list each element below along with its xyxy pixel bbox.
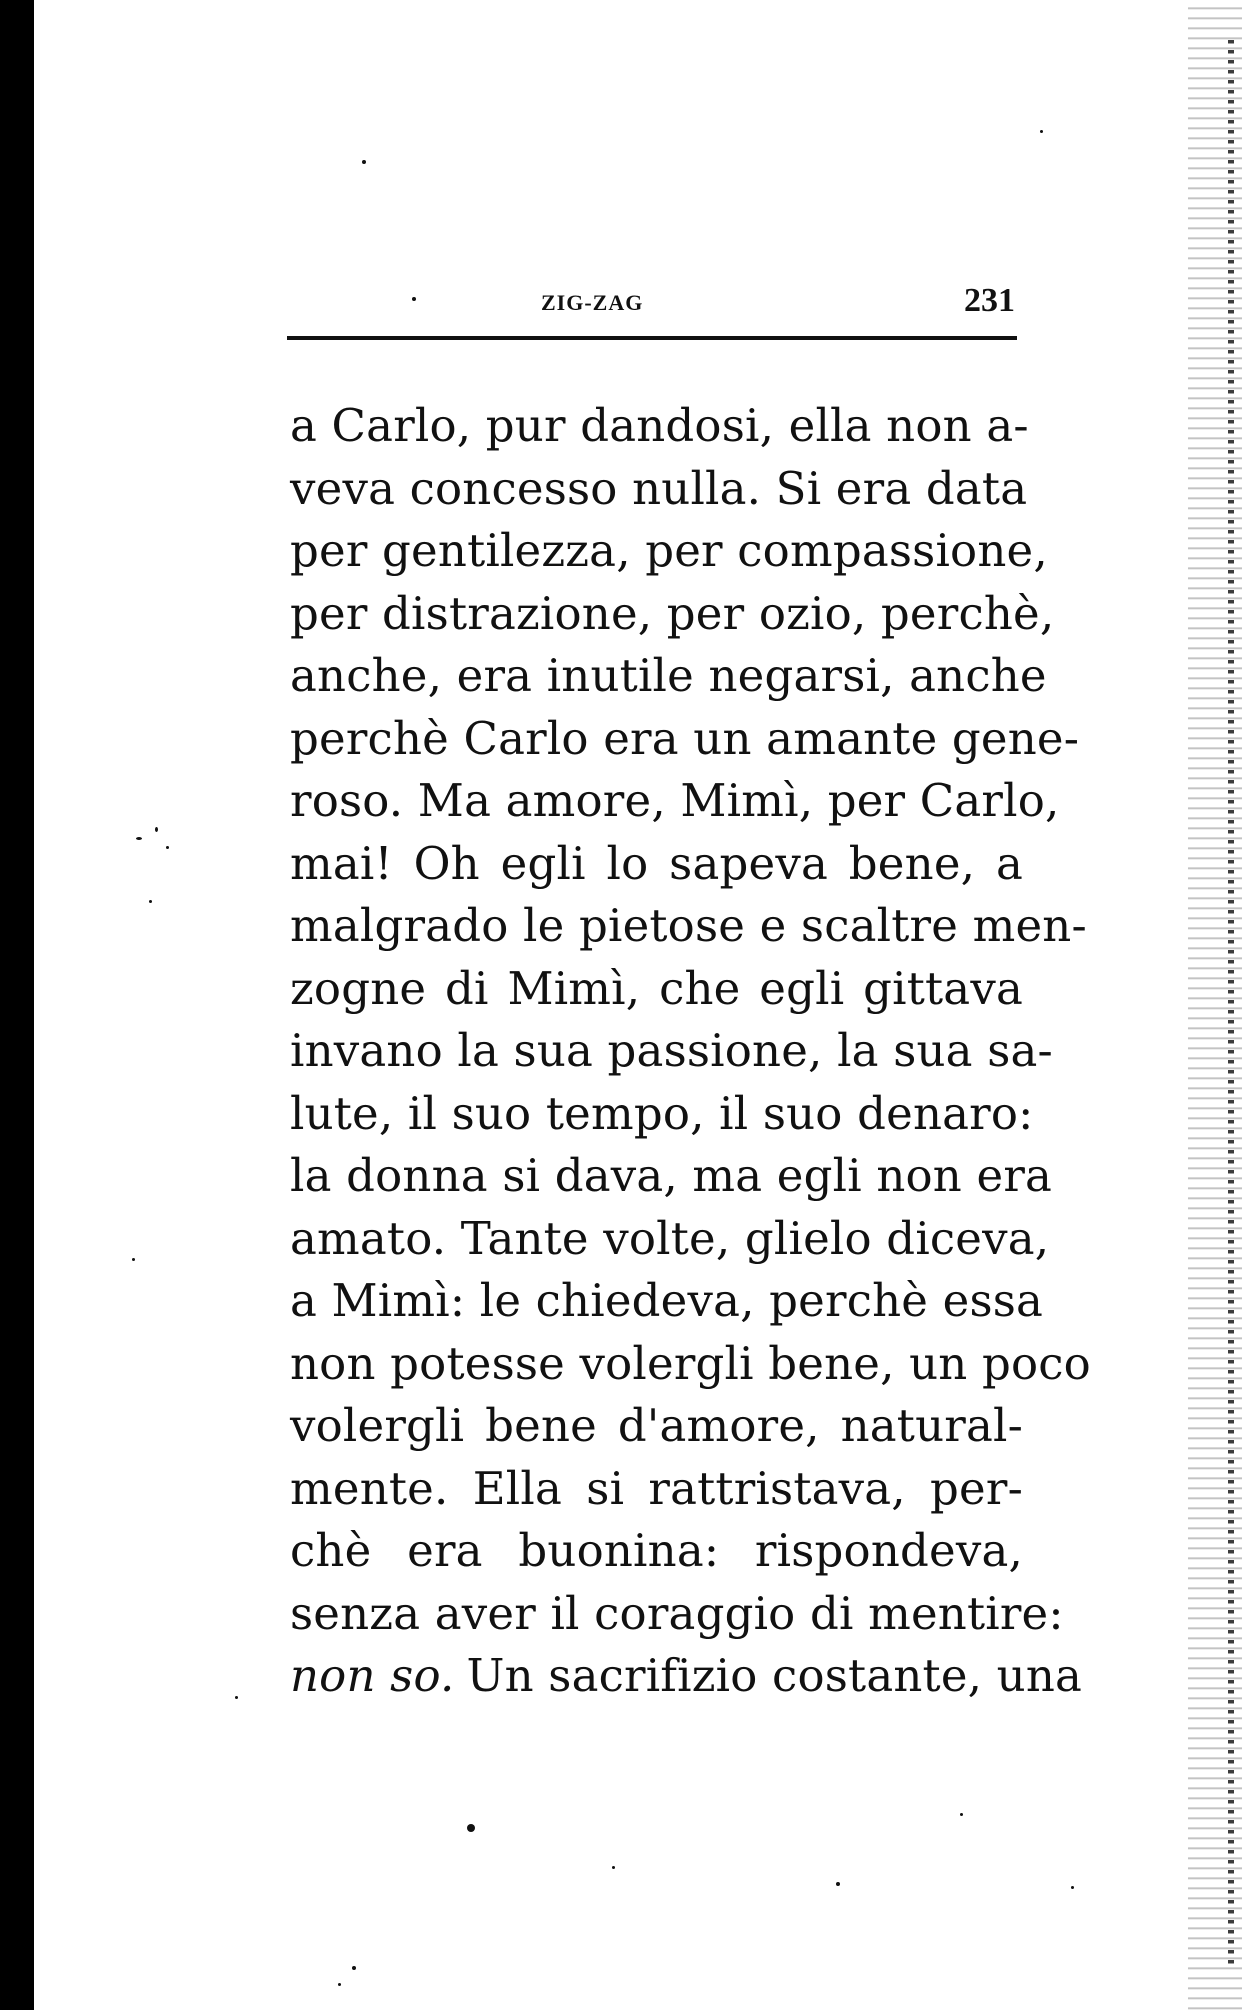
text-line: mai! Oh egli lo sapeva bene, a [290,836,1023,890]
page-number: 231 [964,282,1015,319]
scan-speck [155,827,158,832]
italic-phrase: non so. [290,1649,455,1702]
text-line: senza aver il coraggio di mentire: [290,1586,1064,1640]
scan-speck [467,1824,475,1832]
text-line: la donna si dava, ma egli non era [290,1149,1053,1202]
text-line: amato. Tante volte, glielo diceva, [290,1211,1050,1265]
text-line: lute, il suo tempo, il suo denaro: [290,1086,1034,1140]
scan-speck [1071,1886,1074,1889]
scan-speck [362,160,366,164]
scan-speck [836,1882,840,1886]
scanned-right-edge [1188,0,1242,2010]
running-title: ZIG-ZAG [541,290,644,315]
text-line: anche, era inutile negarsi, anche [290,649,1047,702]
text-line: malgrado le pietose e scaltre men- [290,899,1087,952]
text-line: veva concesso nulla. Si era data [290,461,1028,515]
scanned-edge-dots [1228,40,1234,1970]
scan-speck [612,1866,615,1869]
text-line: a Mimì: le chiedeva, perchè essa [290,1274,1044,1327]
scan-speck [1040,130,1043,133]
text-line: per gentilezza, per compassione, [290,524,1048,577]
text-line: volergli bene d'amore, natural- [290,1399,1023,1452]
text-line: non potesse volergli bene, un poco [290,1336,1091,1390]
text-line: perchè Carlo era un amante gene- [290,711,1080,765]
text-line: roso. Ma amore, Mimì, per Carlo, [290,774,1060,827]
header-rule [287,336,1017,340]
book-spine-edge [0,0,34,2010]
scan-speck [132,1258,135,1261]
text-line-last [290,1645,1083,1708]
text-line: invano la sua passione, la sua sa- [290,1024,1053,1077]
body-text [290,395,1091,1708]
page-header [295,282,1015,326]
scan-speck [149,900,152,903]
scan-speck [166,846,169,849]
text-line: per distrazione, per ozio, perchè, [290,586,1055,640]
text-line: chè era buonina: rispondeva, [290,1524,1023,1577]
scan-speck [136,837,142,840]
text-line: mente. Ella si rattristava, per- [290,1461,1023,1515]
scan-speck [338,1983,341,1986]
text-line: zogne di Mimì, che egli gittava [290,961,1023,1015]
text-line-last-rest: Un sacrifizio costante, una [466,1649,1083,1702]
scan-speck [960,1813,963,1816]
scan-speck [352,1966,356,1970]
text-line: a Carlo, pur dandosi, ella non a- [290,399,1029,452]
scan-speck [235,1696,238,1699]
